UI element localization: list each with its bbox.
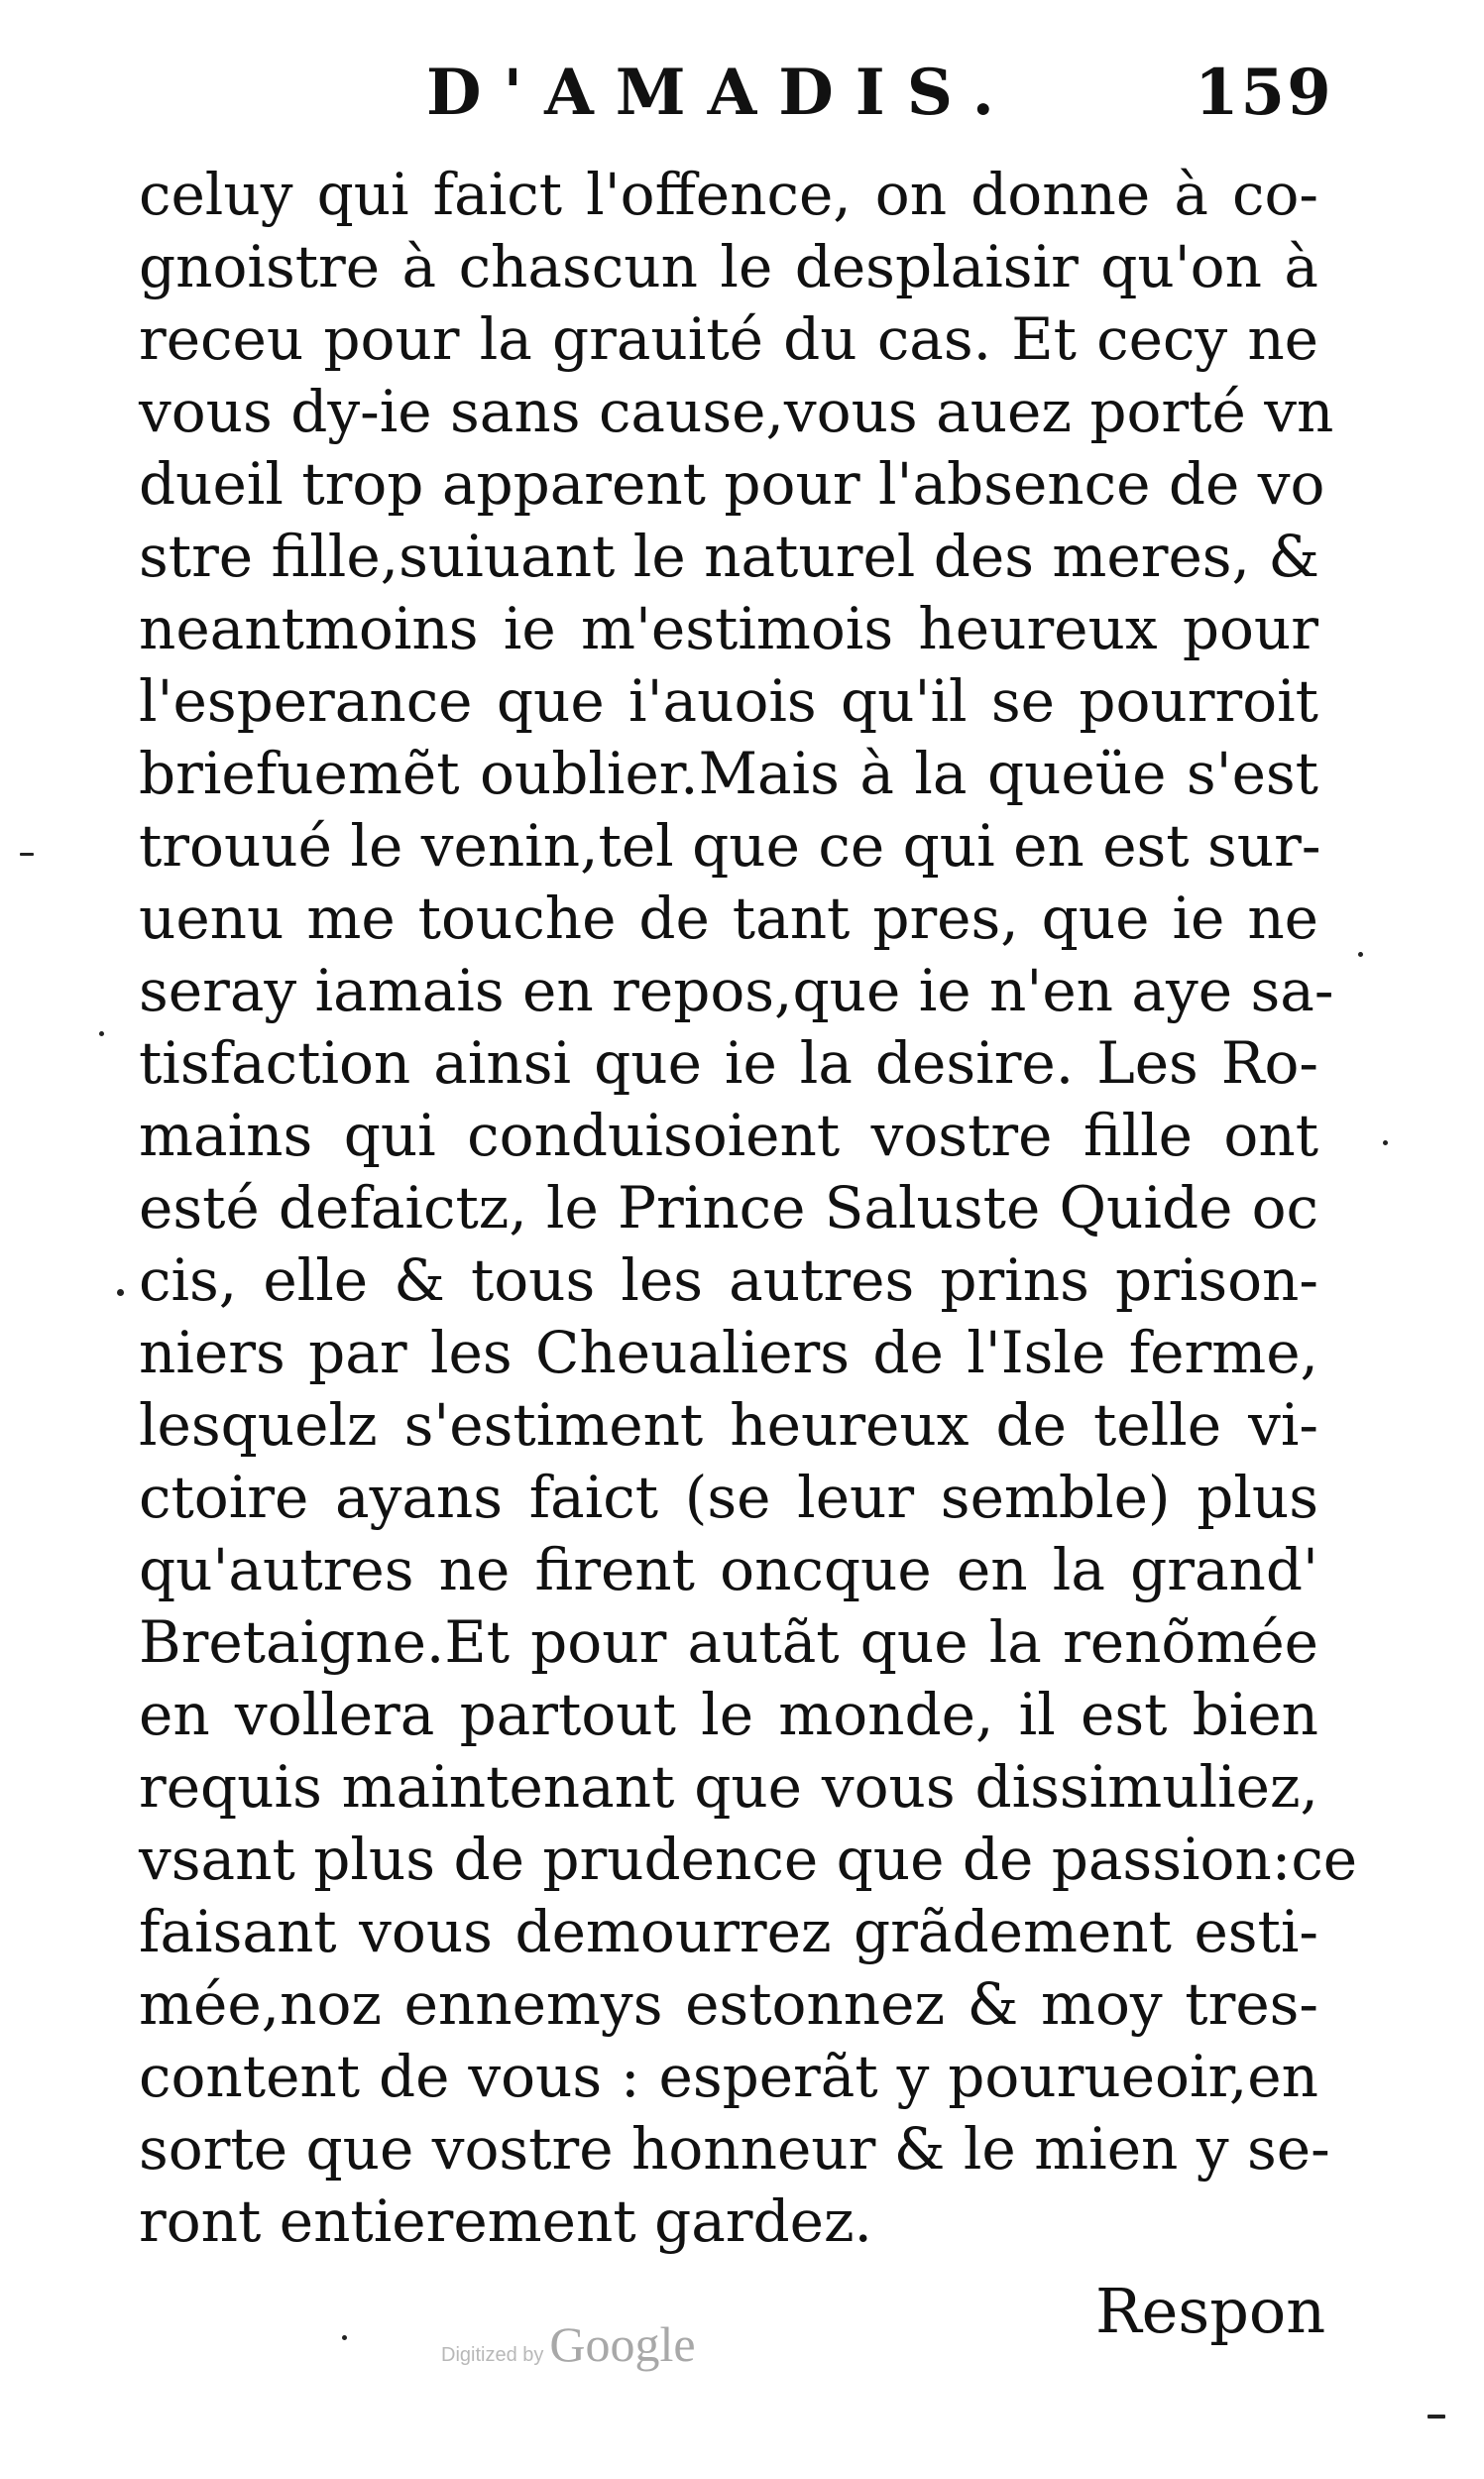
watermark-brand: Google [549,2316,696,2372]
text-line: gnoistre à chascun le desplaisir qu'on à [139,233,1318,300]
text-line: vous dy-ie sans cause,vous auez porté vn [139,378,1334,445]
text-line: celuy qui faict l'offence, on donne à co- [139,161,1318,228]
text-line: esté defaictz, le Prince Saluste Quide oc [139,1174,1318,1241]
text-line: ctoire ayans faict (se leur semble) plus [139,1464,1318,1531]
text-line: stre fille,suiuant le naturel des meres, & [139,523,1320,590]
text-line: faisant vous demourrez grãdement esti- [139,1898,1318,1965]
text-line-last: ront entierement gardez. [139,2187,872,2255]
ink-speck [1383,1140,1388,1145]
text-line: lesquelz s'estiment heureux de telle vi- [139,1391,1318,1459]
ink-speck [1427,2415,1445,2419]
ink-speck [99,1031,104,1036]
text-line: receu pour la grauité du cas. Et cecy ne [139,305,1318,373]
text-line: qu'autres ne firent oncque en la grand' [139,1536,1318,1603]
text-line: requis maintenant que vous dissimuliez, [139,1753,1318,1821]
text-line: Bretaigne.Et pour autãt que la renõmée [139,1608,1318,1676]
text-line: content de vous : esperãt y pourueoir,en [139,2043,1318,2110]
ink-speck [117,1289,124,1296]
text-line: sorte que vostre honneur & le mien y se- [139,2115,1330,2183]
text-line: briefuemẽt oublier.Mais à la queüe s'est [139,740,1318,807]
ink-speck [20,853,34,856]
text-line: en vollera partout le monde, il est bien [139,1681,1318,1748]
text-line: vsant plus de prudence que de passion:ce [139,1826,1358,1893]
running-title: D'AMADIS. [426,56,1016,130]
text-line: trouué le venin,tel que ce qui en est sur- [139,812,1321,880]
ink-speck [342,2335,347,2340]
catchword: Respon [1095,2275,1326,2347]
text-line: niers par les Cheualiers de l'Isle ferme, [139,1319,1318,1386]
ink-speck [1358,952,1363,957]
watermark-prefix: Digitized by [441,2344,544,2366]
text-line: mains qui conduisoient vostre fille ont [139,1102,1318,1169]
text-line: l'esperance que i'auois qu'il se pourroit [139,667,1318,735]
text-line: neantmoins ie m'estimois heureux pour [139,595,1318,662]
body-text [139,159,1358,2258]
text-line: cis, elle & tous les autres prins prison- [139,1246,1318,1314]
text-line: mée,noz ennemys estonnez & moy tres- [139,1970,1318,2038]
text-line: uenu me touche de tant pres, que ie ne [139,885,1318,952]
text-line: dueil trop apparent pour l'absence de vo [139,450,1325,518]
page-number: 159 [1195,56,1333,130]
text-line: tisfaction ainsi que ie la desire. Les Ro- [139,1029,1318,1097]
digitization-watermark [441,2315,696,2373]
text-line: seray iamais en repos,que ie n'en aye sa- [139,957,1334,1024]
